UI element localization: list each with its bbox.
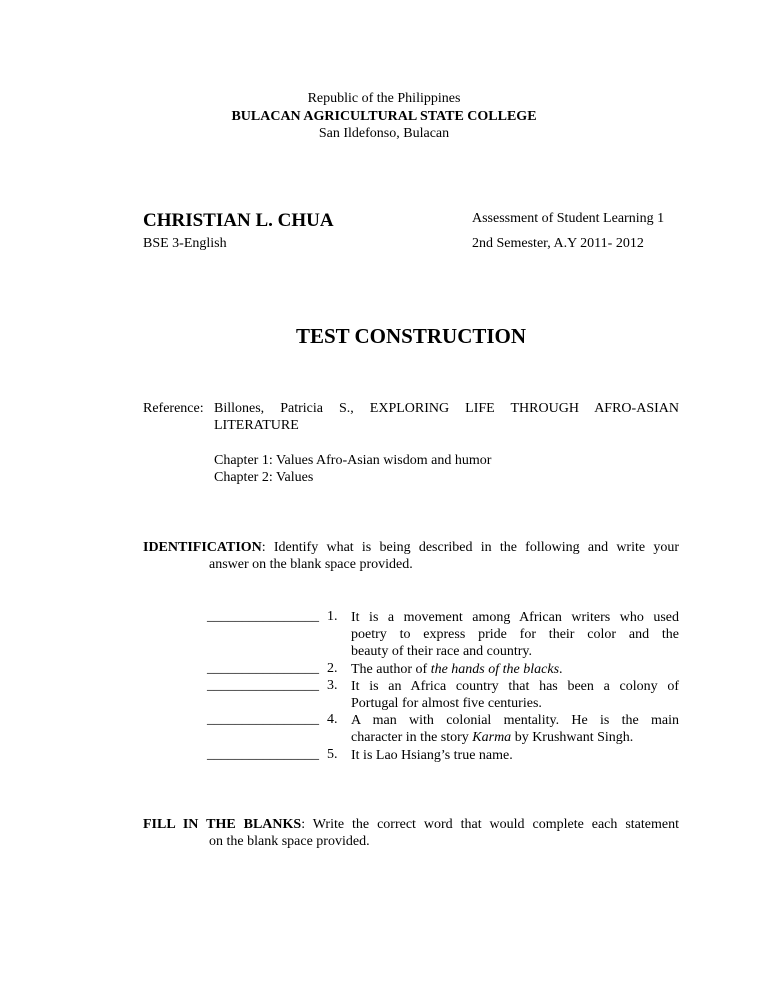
- republic-line: Republic of the Philippines: [307, 91, 461, 106]
- answer-blank: ________________: [207, 678, 319, 693]
- item-text: character in the story: [351, 730, 473, 745]
- item-number: 2.: [327, 661, 338, 676]
- answer-blank: ________________: [207, 712, 319, 727]
- item-text: The author of: [351, 662, 431, 677]
- course-title: Assessment of Student Learning 1: [472, 211, 665, 226]
- answer-blank: ________________: [207, 661, 319, 676]
- item-text-line: It is an Africa country that has been a colony of: [351, 679, 679, 694]
- reference-line2: LITERATURE: [214, 418, 299, 433]
- answer-blank: ________________: [207, 609, 319, 624]
- item-text-line: It is Lao Hsiang’s true name.: [351, 748, 513, 763]
- item-text-line: A man with colonial mentality. He is the main: [351, 713, 679, 728]
- book-title: the hands of the blacks: [430, 662, 560, 677]
- fill-blanks-instruction: [143, 817, 679, 833]
- reference-line1: Billones, Patricia S., EXPLORING LIFE THROUGH AFRO-ASIAN: [214, 401, 679, 416]
- identification-instruction: [143, 540, 679, 556]
- story-title: Karma: [472, 730, 512, 745]
- fill-blanks-instruction-line2: on the blank space provided.: [209, 834, 370, 849]
- item-text-line: beauty of their race and country.: [351, 644, 533, 659]
- identification-instruction-line2: answer on the blank space provided.: [209, 557, 413, 572]
- item-number: 1.: [327, 609, 338, 624]
- item-number: 5.: [327, 747, 338, 762]
- student-program: BSE 3-English: [143, 236, 227, 251]
- identification-instruction-text: : Identify what is being described in the following and write your: [261, 540, 679, 555]
- item-number: 4.: [327, 712, 338, 727]
- item-number: 3.: [327, 678, 338, 693]
- item-text-line: Portugal for almost five centuries.: [351, 696, 542, 711]
- answer-blank: ________________: [207, 747, 319, 762]
- identification-heading: IDENTIFICATION: [143, 540, 262, 555]
- college-name: BULACAN AGRICULTURAL STATE COLLEGE: [231, 109, 537, 124]
- item-text-end: by Krushwant Singh.: [511, 730, 634, 745]
- item-text-end: .: [559, 662, 563, 677]
- chapter-1: Chapter 1: Values Afro-Asian wisdom and humor: [214, 453, 492, 468]
- semester: 2nd Semester, A.Y 2011- 2012: [472, 236, 644, 251]
- chapter-2: Chapter 2: Values: [214, 470, 314, 485]
- fill-blanks-heading: FILL IN THE BLANKS: [143, 817, 302, 832]
- reference-label: Reference:: [143, 401, 204, 416]
- fill-blanks-instruction-text: : Write the correct word that would complete each statement: [301, 817, 679, 832]
- item-text-line: poetry to express pride for their color and the: [351, 627, 679, 642]
- page-title: TEST CONSTRUCTION: [295, 324, 527, 348]
- college-location: San Ildefonso, Bulacan: [318, 126, 450, 141]
- item-text-line: It is a movement among African writers who used: [351, 610, 679, 625]
- student-name: CHRISTIAN L. CHUA: [143, 210, 334, 231]
